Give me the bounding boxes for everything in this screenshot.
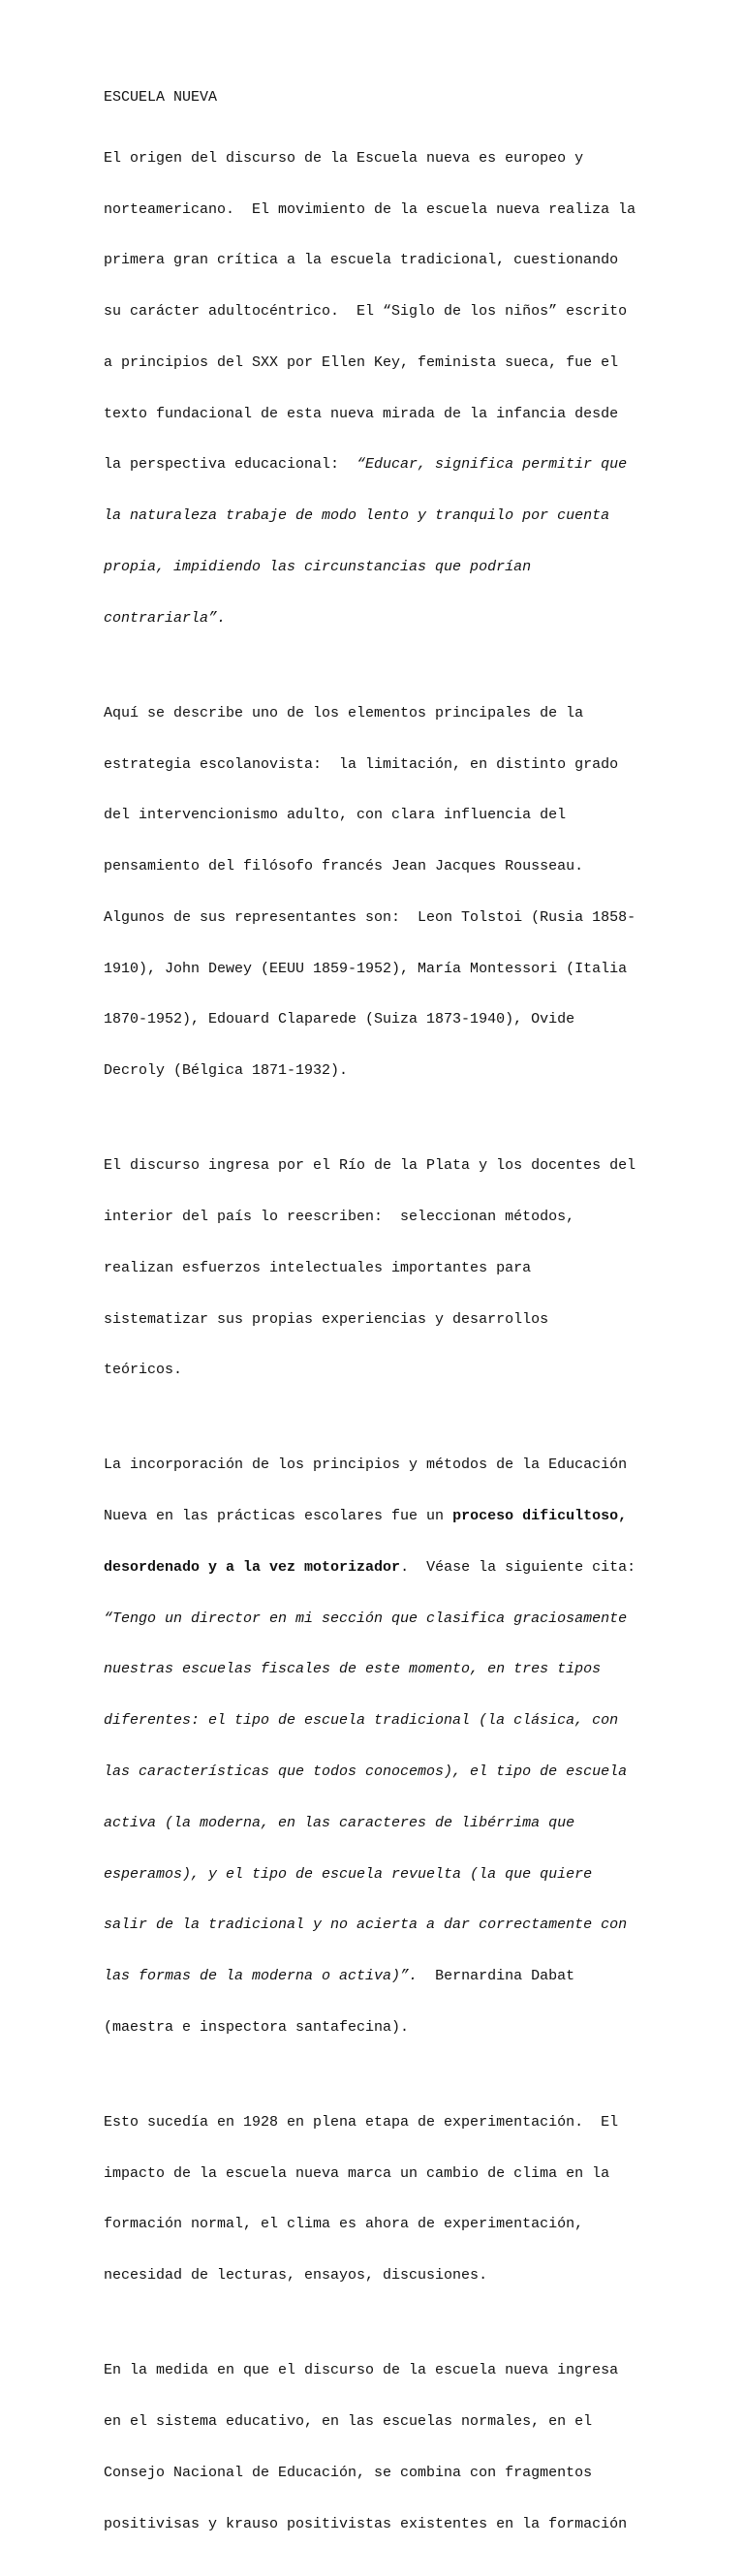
text-line: sistematizar sus propias experiencias y desarrollos — [104, 1310, 549, 1328]
quote-segment: las formas de la moderna o activa)”. — [104, 1968, 418, 1985]
text-segment: . Véase la siguiente cita: — [400, 1558, 636, 1576]
text-line: positivisas y krauso positivistas existentes en la formación — [104, 2515, 628, 2532]
quote-line — [104, 559, 648, 576]
quote-segment: diferentes: el tipo de escuela tradicional (la clásica, con — [104, 1712, 619, 1730]
text-line: (maestra e inspectora santafecina). — [104, 2018, 410, 2036]
text-line: realizan esfuerzos intelectuales importantes para — [104, 1259, 532, 1276]
text-segment: Nueva en las prácticas escolares fue un — [104, 1508, 453, 1525]
paragraph-strategy — [104, 671, 648, 1114]
text-line: su carácter adultocéntrico. El “Siglo de los niños” escrito — [104, 303, 628, 321]
document-title: ESCUELA NUEVA — [104, 89, 218, 106]
bold-segment: desordenado y a la vez motorizador — [104, 1558, 401, 1576]
quote-line — [104, 1815, 648, 1832]
text-line: a principios del SXX por Ellen Key, feminista sueca, fue el — [104, 353, 619, 371]
paragraph-incorporation — [104, 1423, 648, 2070]
quote-line — [104, 1763, 648, 1781]
text-line: En la medida en que el discurso de la escuela nueva ingresa — [104, 2362, 619, 2379]
text-line: en el sistema educativo, en las escuelas normales, en el — [104, 2412, 593, 2430]
quote-segment: propia, impidiendo las circunstancias que podrían — [104, 559, 532, 576]
quote-segment: activa (la moderna, en las caracteres de libérrima que — [104, 1814, 575, 1831]
text-line: formación normal, el clima es ahora de experimentación, — [104, 2216, 584, 2233]
quote-line — [104, 610, 648, 628]
quote-line — [104, 1661, 648, 1678]
quote-segment: las características que todos conocemos), el tipo de escuela — [104, 1763, 628, 1780]
paragraph-experimentation — [104, 2080, 648, 2318]
text-line — [104, 1508, 648, 1525]
quote-segment: “Educar, significa permitir que — [356, 456, 628, 474]
text-line: 1910), John Dewey (EEUU 1859-1952), María Montessori (Italia — [104, 960, 628, 977]
text-line: La incorporación de los principios y métodos de la Educación — [104, 1457, 628, 1474]
quote-segment: contrariarla”. — [104, 609, 227, 627]
paragraph-origin — [104, 116, 648, 661]
paragraph-rio-de-la-plata — [104, 1123, 648, 1413]
quote-line — [104, 1917, 648, 1934]
text-line: impacto de la escuela nueva marca un cambio de clima en la — [104, 2164, 610, 2182]
bold-segment: proceso dificultoso, — [452, 1508, 628, 1525]
quote-line — [104, 1610, 648, 1628]
quote-line — [104, 507, 648, 525]
text-segment: la perspectiva educacional: — [104, 456, 357, 474]
text-line: necesidad de lecturas, ensayos, discusiones. — [104, 2267, 488, 2285]
text-line: estrategia escolanovista: la limitación, en distinto grado — [104, 755, 619, 773]
text-line: El discurso ingresa por el Río de la Plata y los docentes del — [104, 1157, 636, 1175]
text-line: Esto sucedía en 1928 en plena etapa de experimentación. El — [104, 2113, 619, 2131]
text-line — [104, 1968, 648, 1985]
text-line: primera gran crítica a la escuela tradicional, cuestionando — [104, 252, 619, 269]
quote-line — [104, 1866, 648, 1884]
text-line: interior del país lo reescriben: seleccionan métodos, — [104, 1209, 575, 1225]
text-line — [104, 1559, 648, 1577]
quote-segment: nuestras escuelas fiscales de este momento, en tres tipos — [104, 1661, 602, 1678]
text-line: Consejo Nacional de Educación, se combina con fragmentos — [104, 2464, 593, 2481]
text-line: teóricos. — [104, 1362, 183, 1379]
text-line: del intervencionismo adulto, con clara influencia del — [104, 807, 567, 824]
quote-segment: la naturaleza trabaje de modo lento y tranquilo por cuenta — [104, 507, 610, 525]
text-segment: Bernardina Dabat — [418, 1968, 575, 1985]
quote-segment: salir de la tradicional y no acierta a dar correctamente con — [104, 1917, 628, 1934]
quote-line — [104, 1712, 648, 1730]
text-line: Decroly (Bélgica 1871-1932). — [104, 1062, 349, 1080]
text-line: Aquí se describe uno de los elementos principales de la — [104, 704, 584, 721]
text-line: 1870-1952), Edouard Claparede (Suiza 1873-1940), Ovide — [104, 1011, 575, 1028]
document-page — [104, 89, 648, 2576]
text-line: norteamericano. El movimiento de la escuela nueva realiza la — [104, 200, 636, 218]
quote-segment: esperamos), y el tipo de escuela revuelta (la que quiere — [104, 1865, 593, 1883]
text-line: Algunos de sus representantes son: Leon Tolstoi (Rusia 1858- — [104, 908, 636, 926]
text-line: pensamiento del filósofo francés Jean Jacques Rousseau. — [104, 858, 584, 875]
text-line — [104, 456, 648, 474]
quote-segment: “Tengo un director en mi sección que clasifica graciosamente — [104, 1610, 628, 1627]
paragraph-educational-system — [104, 2328, 648, 2566]
text-line: El origen del discurso de la Escuela nueva es europeo y — [104, 149, 584, 167]
text-line: texto fundacional de esta nueva mirada de la infancia desde — [104, 405, 619, 422]
